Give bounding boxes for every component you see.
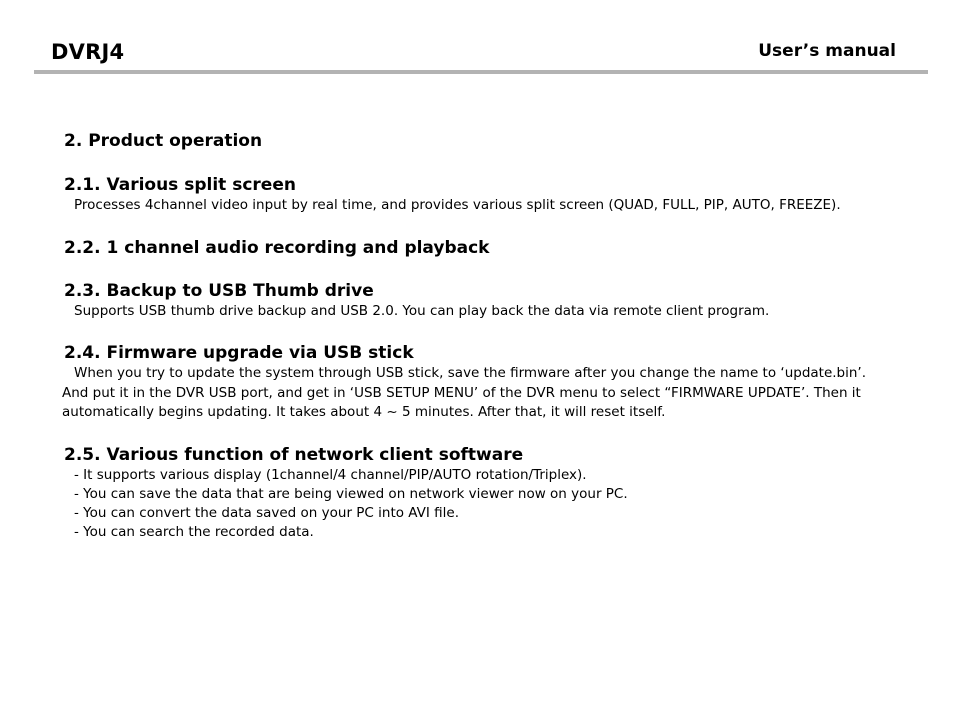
list-item: - You can search the recorded data. <box>74 524 314 541</box>
header-divider <box>34 70 928 74</box>
subsection-text-split-screen: Processes 4channel video input by real time, and provides various split screen (QUAD, FULL, PIP, AUTO, FREEZE). <box>74 197 841 213</box>
section-heading: 2. Product operation <box>64 131 263 151</box>
subsection-heading-network-client: 2.5. Various function of network client software <box>64 444 524 465</box>
subsection-heading-usb-backup: 2.3. Backup to USB Thumb drive <box>64 280 374 301</box>
subsection-heading-firmware: 2.4. Firmware upgrade via USB stick <box>64 343 414 363</box>
list-item: - You can convert the data saved on your PC into AVI file. <box>74 505 460 522</box>
subsection-text-firmware: When you try to update the system through USB stick, save the firmware after you change the name to ‘update.bin’. And put it in the DVR USB port, and get in ‘USB SETUP MENU’ of the DVR menu to select “FIRMWARE UPDATE’. Then it automatically begins updating. It takes about 4 ~ 5 minutes. After that, it will reset itself. <box>62 365 867 420</box>
page-content <box>64 130 874 543</box>
subsection-heading-audio: 2.2. 1 channel audio recording and playback <box>64 237 490 258</box>
list-item: - You can save the data that are being viewed on network viewer now on your PC. <box>74 485 628 502</box>
network-client-feature-list <box>64 466 874 543</box>
document-type: User’s manual <box>758 41 896 61</box>
subsection-text-usb-backup: Supports USB thumb drive backup and USB 2.0. You can play back the data via remote client program. <box>74 302 770 319</box>
document-title: DVRJ4 <box>51 40 125 64</box>
subsection-heading-split-screen: 2.1. Various split screen <box>64 175 296 195</box>
list-item: - It supports various display (1channel/4 channel/PIP/AUTO rotation/Triplex). <box>74 466 587 483</box>
